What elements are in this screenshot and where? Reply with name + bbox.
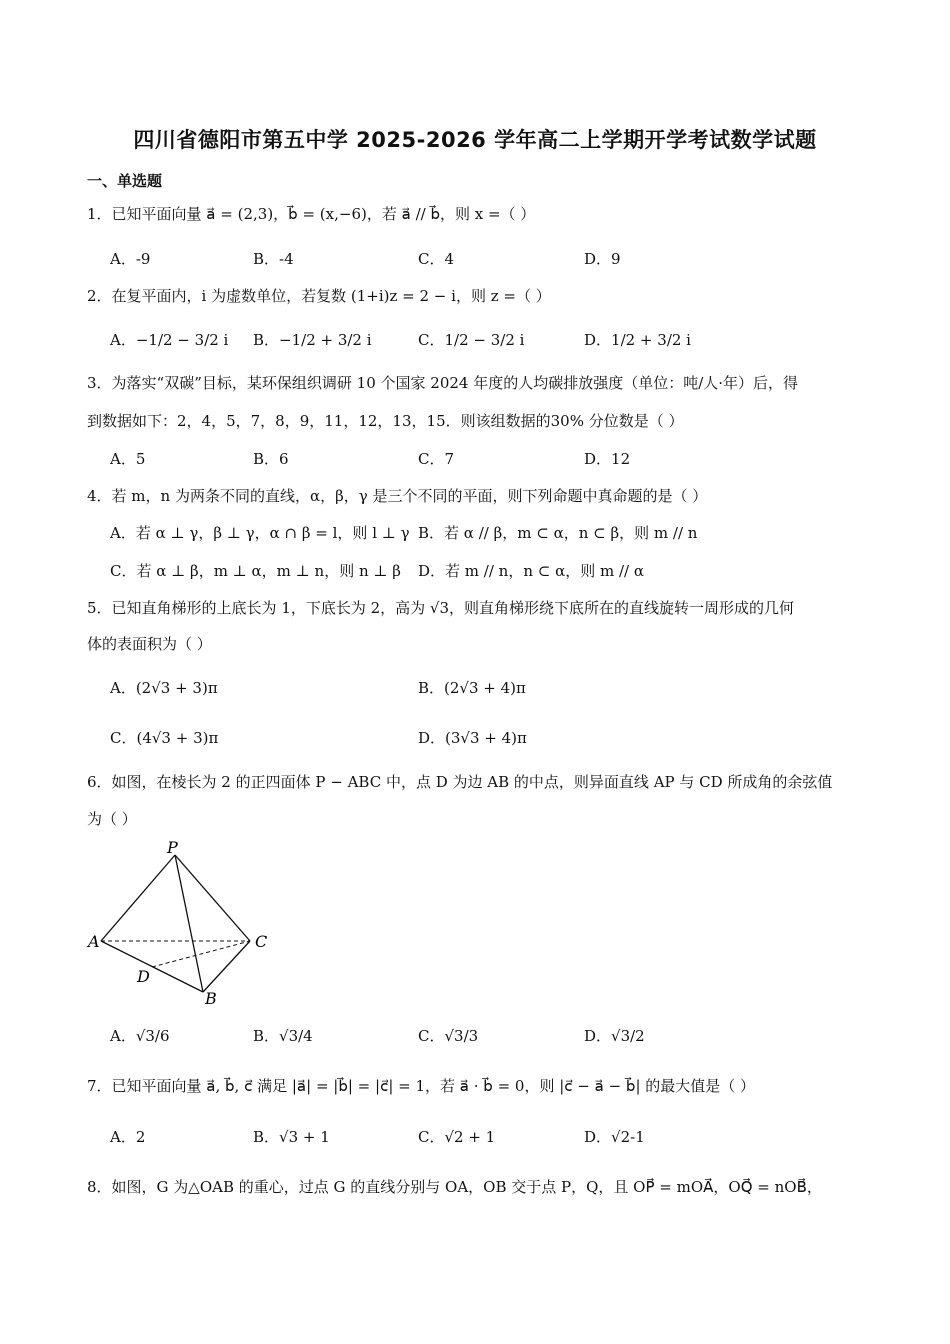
question-1-option-d: D．9 <box>584 250 621 268</box>
question-6-stem-line-2: 为（ ） <box>87 810 137 828</box>
question-4-stem: 4．若 m，n 为两条不同的直线，α，β，γ 是三个不同的平面，则下列命题中真命题的是（ ） <box>87 487 708 505</box>
question-7-option-c: C．√2 + 1 <box>418 1128 496 1146</box>
edge-pb <box>175 855 203 992</box>
question-6-option-c: C．√3/3 <box>418 1027 479 1045</box>
question-4-option-c: C．若 α ⊥ β，m ⊥ α，m ⊥ n，则 n ⊥ β <box>110 562 401 580</box>
question-3-stem-line-1: 3．为落实“双碳”目标，某环保组织调研 10 个国家 2024 年度的人均碳排放强度（单位：吨/人·年）后，得 <box>87 374 799 392</box>
question-2-option-d: D．1/2 + 3/2 i <box>584 331 691 349</box>
question-5-stem-line-1: 5．已知直角梯形的上底长为 1，下底长为 2，高为 √3，则直角梯形绕下底所在的直线旋转一周形成的几何 <box>87 599 795 617</box>
question-3-option-c: C．7 <box>418 450 455 468</box>
question-6-option-d: D．√3/2 <box>584 1027 645 1045</box>
question-5-option-c: C．(4√3 + 3)π <box>110 729 219 747</box>
question-7-option-b: B．√3 + 1 <box>253 1128 330 1146</box>
question-7-stem: 7．已知平面向量 a⃗, b⃗, c⃗ 满足 |a⃗| = |b⃗| = |c⃗| = 1，若 a⃗ · b⃗ = 0，则 |c⃗ − a⃗ − b⃗| 的最大值是（ ） <box>87 1077 756 1095</box>
vertex-label-p: P <box>167 840 178 857</box>
edge-pc <box>175 855 250 941</box>
question-6-stem-line-1: 6．如图，在棱长为 2 的正四面体 P − ABC 中，点 D 为边 AB 的中点，则异面直线 AP 与 CD 所成角的余弦值 <box>87 773 833 791</box>
point-label-d: D <box>137 967 150 986</box>
vertex-label-a: A <box>88 932 100 951</box>
question-3-stem-line-2: 到数据如下：2，4，5，7，8，9，11，12，13，15．则该组数据的30% 分位数是（ ） <box>87 412 684 430</box>
edge-pa <box>101 855 175 941</box>
question-4-option-b: B．若 α // β，m ⊂ α，n ⊂ β，则 m // n <box>418 524 698 542</box>
question-2-option-c: C．1/2 − 3/2 i <box>418 331 525 349</box>
question-2-option-b: B．−1/2 + 3/2 i <box>253 331 372 349</box>
question-1-option-b: B．-4 <box>253 250 294 268</box>
section-heading: 一、单选题 <box>87 172 163 190</box>
page-title: 四川省德阳市第五中学 2025-2026 学年高二上学期开学考试数学试题 <box>133 128 817 152</box>
question-8-stem: 8．如图，G 为△OAB 的重心，过点 G 的直线分别与 OA，OB 交于点 P，Q，且 OP⃗ = mOA⃗，OQ⃗ = nOB⃗， <box>87 1178 822 1196</box>
question-3-option-d: D．12 <box>584 450 631 468</box>
edge-cb <box>203 941 250 992</box>
question-5-option-a: A．(2√3 + 3)π <box>110 679 218 697</box>
question-2-stem: 2．在复平面内，i 为虚数单位，若复数 (1+i)z = 2 − i，则 z =（ ） <box>87 287 551 305</box>
vertex-label-c: C <box>255 932 268 951</box>
question-7-option-a: A．2 <box>110 1128 146 1146</box>
segment-dc-hidden <box>152 941 250 967</box>
question-1-stem: 1．已知平面向量 a⃗ = (2,3)，b⃗ = (x,−6)，若 a⃗ // b⃗，则 x =（ ） <box>87 205 536 223</box>
vertex-label-b: B <box>205 989 217 1008</box>
question-5-option-d: D．(3√3 + 4)π <box>418 729 527 747</box>
question-4-option-a: A．若 α ⊥ γ，β ⊥ γ，α ∩ β = l，则 l ⊥ γ <box>110 524 410 542</box>
question-6-option-a: A．√3/6 <box>110 1027 170 1045</box>
question-6-option-b: B．√3/4 <box>253 1027 313 1045</box>
question-3-option-a: A．5 <box>110 450 146 468</box>
question-7-option-d: D．√2-1 <box>584 1128 645 1146</box>
question-5-option-b: B．(2√3 + 4)π <box>418 679 526 697</box>
question-3-option-b: B．6 <box>253 450 289 468</box>
tetrahedron-figure <box>85 840 285 1010</box>
question-5-stem-line-2: 体的表面积为（ ） <box>87 635 212 653</box>
question-2-option-a: A．−1/2 − 3/2 i <box>110 331 229 349</box>
question-4-option-d: D．若 m // n，n ⊂ α，则 m // α <box>418 562 644 580</box>
question-1-option-a: A．-9 <box>110 250 151 268</box>
question-1-option-c: C．4 <box>418 250 455 268</box>
